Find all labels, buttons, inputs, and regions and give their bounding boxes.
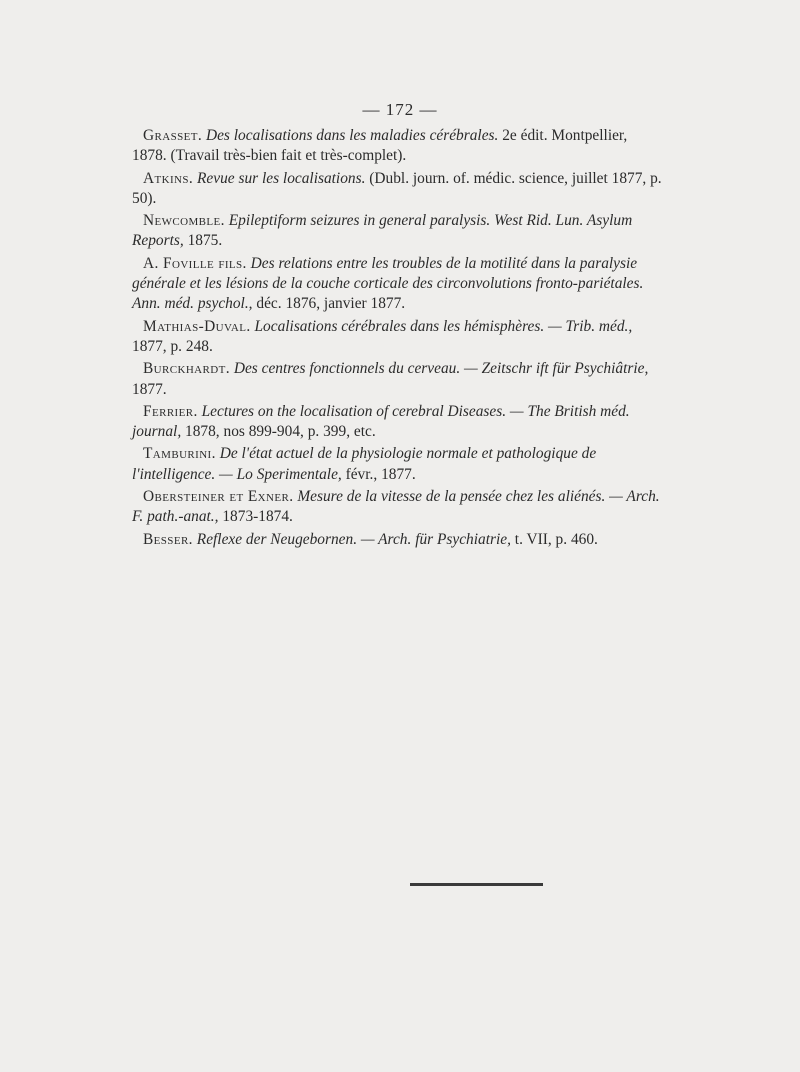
bibliography-entry (132, 444, 662, 485)
entry-details: 1873-1874. (218, 508, 293, 526)
entry-title: De l'état actuel de la physiologie normale et pathologique de l'intelligence. — Lo Sperimentale, (132, 445, 597, 483)
entry-author: Mathias-Duval. (143, 317, 251, 335)
entry-details: 1875. (183, 232, 223, 250)
bibliography-entry (132, 530, 662, 550)
bibliography-entry (132, 169, 662, 210)
page-number: — 172 — (362, 100, 438, 119)
entry-details: 2e édit. Montpellier, 1878. (Travail très-bien fait et très-complet). (132, 127, 628, 165)
entry-title: Localisations cérébrales dans les hémisphères. — Trib. méd., (254, 317, 633, 335)
entry-title: Mesure de la vitesse de la pensée chez les aliénés. — Arch. F. path.-anat., (132, 488, 660, 526)
entry-title: Reflexe der Neugebornen. — Arch. für Psychiatrie, (196, 530, 511, 548)
bibliography-entry (132, 359, 662, 400)
entry-title: Revue sur les localisations. (197, 169, 366, 187)
entry-details: t. VII, p. 460. (510, 530, 598, 548)
entry-author: Besser. (143, 530, 193, 548)
entry-author: Obersteiner et Exner. (143, 488, 294, 506)
entry-details: (Dubl. journ. of. médic. science, juillet 1877, p. 50). (132, 169, 662, 207)
entry-title: Des relations entre les troubles de la motilité dans la paralysie générale et les lésions de la couche corticale des circonvolutions fronto-pariétales. Ann. méd. psychol., (132, 254, 644, 313)
bibliography-list (132, 126, 662, 552)
bibliography-entry (132, 126, 662, 167)
entry-details: 1877. (132, 380, 167, 398)
entry-title: Lectures on the localisation of cerebral Diseases. — The British méd. journal, (132, 402, 630, 441)
entry-details: 1877, p. 248. (132, 337, 213, 355)
entry-details: déc. 1876, janvier 1877. (252, 295, 406, 313)
entry-author: A. Foville fils. (143, 254, 247, 272)
bibliography-entry (132, 402, 662, 443)
entry-author: Ferrier. (143, 402, 198, 420)
entry-details: févr., 1877. (341, 465, 416, 483)
entry-author: Tamburini. (143, 445, 216, 463)
bibliography-entry (132, 487, 662, 528)
entry-author: Burckhardt. (143, 360, 230, 378)
bibliography-entry (132, 211, 662, 252)
entry-author: Grasset. (143, 127, 203, 144)
section-end-rule (410, 883, 543, 886)
entry-title: Des localisations dans les maladies cérébrales. (205, 127, 499, 144)
bibliography-entry (132, 254, 662, 315)
entry-details: 1878, nos 899-904, p. 399, etc. (181, 423, 376, 441)
entry-author: Atkins. (143, 169, 194, 187)
bibliography-entry (132, 317, 662, 358)
entry-title: Des centres fonctionnels du cerveau. — Zeitschr ift für Psychiâtrie, (233, 360, 649, 378)
entry-author: Newcomble. (143, 212, 225, 230)
entry-title: Epileptiform seizures in general paralysis. West Rid. Lun. Asylum Reports, (132, 212, 633, 250)
